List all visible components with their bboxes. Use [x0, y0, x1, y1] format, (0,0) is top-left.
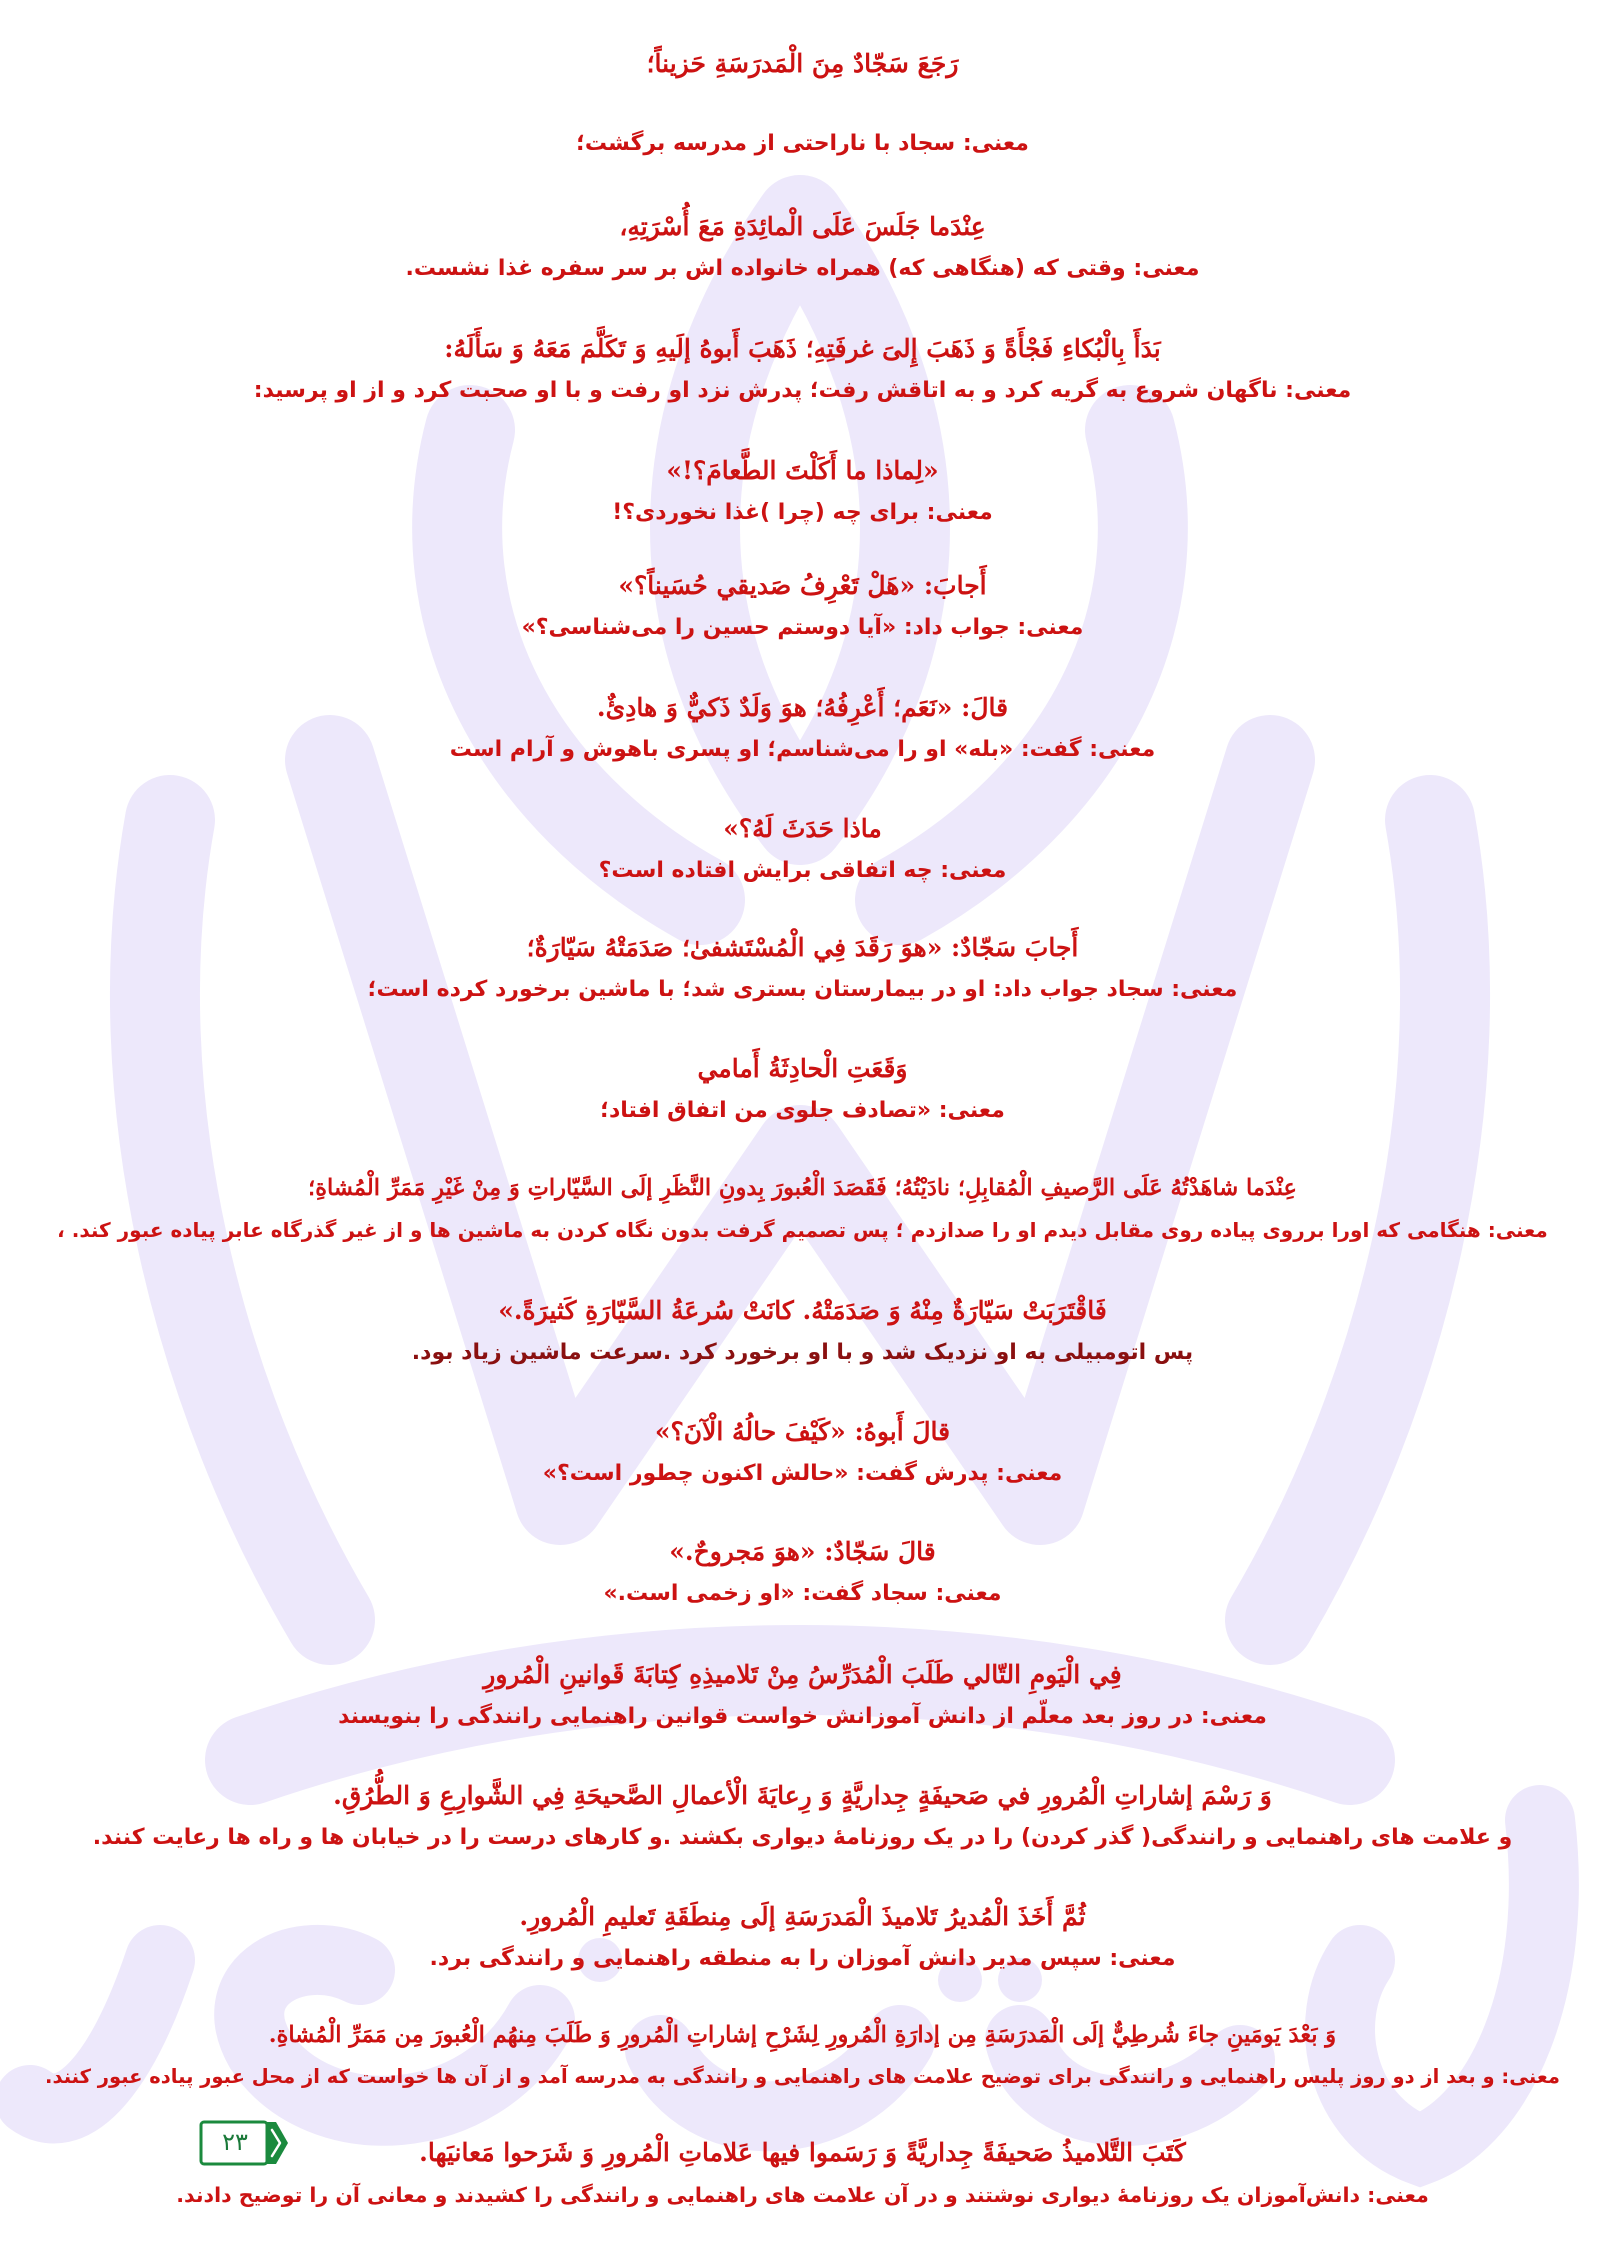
sentence-block — [40, 1411, 1565, 1495]
sentence-block — [40, 1167, 1565, 1251]
arabic-line: قالَ سَجّادٌ: «هوَ مَجروحٌ.» — [669, 1537, 936, 1566]
persian-meaning: معنی: ناگهان شروع به گریه کرد و به اتاقش رفت؛ پدرش نزد او رفت و با او صحبت کرد و از او پرسید: — [253, 378, 1352, 403]
sentence-block — [40, 450, 1565, 534]
persian-meaning: معنی: وقتی که (هنگاهی که) همراه خانواده اش بر سر سفره غذا نشست. — [405, 256, 1200, 281]
page-number: ۲۳ — [222, 2128, 248, 2156]
arabic-line: عِنْدَما جَلَسَ عَلَی الْمائِدَةِ مَعَ أُسْرَتِهِ، — [619, 212, 986, 241]
sentence-block — [40, 1048, 1565, 1132]
arabic-line: وَقَعَتِ الْحادِثَةُ أَمامي — [697, 1054, 908, 1083]
sentence-block — [40, 1896, 1565, 1980]
sentence-block — [40, 328, 1565, 412]
sentence-block — [40, 206, 1565, 290]
persian-meaning: معنی: در روز بعد معلّم از دانش آموزانش خواست قوانین راهنمایی رانندگی را بنویسند — [338, 1704, 1267, 1729]
persian-meaning: معنی: سجاد با ناراحتی از مدرسه برگشت؛ — [576, 131, 1029, 156]
persian-meaning: معنی: گفت: «بله» او را می‌شناسم؛ او پسری باهوش و آرام است — [449, 737, 1156, 762]
sentence-block — [40, 1775, 1565, 1859]
arabic-line: «لِماذا ما أَكَلْتَ الطَّعامَ؟!» — [666, 456, 939, 485]
sentence-block — [40, 43, 1565, 165]
persian-meaning: معنی: سجاد گفت: «او زخمی است.» — [603, 1581, 1002, 1606]
arabic-line: فَاقْتَرَبَتْ سَيّارَةٌ مِنْهُ وَ صَدَمَتْهُ. كانَتْ سُرعَةُ السَّيّارَةِ كَثيرَةً.» — [498, 1296, 1107, 1325]
arabic-line: عِنْدَما شاهَدْتُهُ عَلَی الرَّصيفِ الْمُقابِلِ؛ نادَيْتُهُ؛ فَقَصَدَ الْعُبورَ بِدونِ النَّظَرِ إلَی السَّيّاراتِ وَ مِنْ غَيْرِ مَمَرِّ الْمُشاةِ؛ — [308, 1175, 1297, 1201]
arabic-line: رَجَعَ سَجّادٌ مِنَ الْمَدرَسَةِ حَزيناً؛ — [646, 49, 959, 78]
sentence-block — [40, 1654, 1565, 1738]
page-number-badge — [198, 2118, 290, 2168]
persian-meaning: معنی: چه اتفاقی برایش افتاده است؟ — [598, 858, 1007, 883]
sentence-block — [40, 927, 1565, 1011]
arabic-line: أَجابَ سَجّادٌ: «هوَ رَقَدَ فِي الْمُسْتَشفیٰ؛ صَدَمَتْهُ سَيّارَةٌ؛ — [526, 933, 1079, 962]
persian-meaning: معنی: دانش‌آموزان یک روزنامهٔ دیواری نوشتند و در آن علامت های راهنمایی و رانندگی را کشیدند و معانی آن را توضیح دادند. — [176, 2183, 1429, 2207]
sentence-block — [40, 687, 1565, 771]
persian-meaning: معنی: جواب داد: «آیا دوستم حسین را می‌شناسی؟» — [521, 615, 1084, 640]
persian-meaning: معنی: سجاد جواب داد: او در بیمارستان بستری شد؛ با ماشین برخورد کرده است؛ — [367, 977, 1238, 1002]
persian-meaning: معنی: و بعد از دو روز پلیس راهنمایی و رانندگی برای توضیح علامت های راهنمایی و رانندگی به مدرسه آمد و از آن ها خواست که از محل عبور پیاده عبور کنند. — [45, 2065, 1560, 2088]
sentence-block — [40, 808, 1565, 892]
arabic-line: وَ بَعْدَ يَومَينِ جاءَ شُرطِيٌّ إلَی الْمَدرَسَةِ مِن إدارَةِ الْمُرورِ لِشَرْحِ إشاراتِ الْمُرورِ وَ طَلَبَ مِنهُم الْعُبورَ مِن مَمَرِّ الْمُشاةِ. — [268, 2022, 1337, 2048]
arabic-line: ثُمَّ أَخَذَ الْمُديرُ تَلاميذَ الْمَدرَسَةِ إلَی مِنطَقَةِ تَعليمِ الْمُرورِ. — [519, 1902, 1086, 1931]
arabic-line: ماذا حَدَثَ لَهُ؟» — [723, 814, 882, 843]
persian-meaning: معنی: هنگامی که اورا برروی پیاده روی مقابل دیدم او را صدازدم ؛ پس تصمیم گرفت بدون نگاه کردن به ماشین ها و از غیر گذرگاه عابر پیاده عبور کند. ، — [57, 1218, 1548, 1242]
persian-meaning: معنی: پدرش گفت: «حالش اکنون چطور است؟» — [542, 1461, 1063, 1486]
arabic-line: فِي الْيَومِ التّالي طَلَبَ الْمُدَرِّسُ مِنْ تَلاميذِهِ كِتابَةَ قَوانينِ الْمُرورِ — [483, 1660, 1122, 1689]
sentence-block — [40, 565, 1565, 649]
arabic-line: كَتَبَ التَّلاميذُ صَحيفَةً جِداريَّةً وَ رَسَموا فيها عَلاماتِ الْمُرورِ وَ شَرَحوا مَعانيَها. — [419, 2138, 1186, 2167]
arabic-line: قالَ أَبوهُ: «كَيْفَ حالُهُ الْآنَ؟» — [654, 1417, 951, 1446]
sentence-block — [40, 2014, 1565, 2098]
arabic-line: أَجابَ: «هَلْ تَعْرِفُ صَديقي حُسَيناً؟» — [618, 571, 987, 600]
arabic-line: قالَ: «نَعَم؛ أَعْرِفُهُ؛ هوَ وَلَدٌ ذَكيٌّ وَ هادِئٌ. — [596, 693, 1009, 722]
persian-meaning: معنی: سپس مدیر دانش آموزان را به منطقه راهنمایی و رانندگی برد. — [429, 1946, 1176, 1971]
persian-meaning: معنی: «تصادف جلوی من اتفاق افتاد؛ — [600, 1098, 1005, 1123]
persian-meaning: و علامت های راهنمایی و رانندگی( گذر کردن) را در یک روزنامهٔ دیواری بکشند .و کارهای درست را در خیابان ها و راه ها رعایت کنند. — [92, 1825, 1513, 1850]
persian-meaning: معنی: برای چه (چرا )غذا نخوردی؟! — [612, 500, 993, 525]
arabic-line: بَدَأَ بِالْبُكاءِ فَجْأَةً وَ ذَهَبَ إِلیَ غرفَتِهِ؛ ذَهَبَ أَبوهُ إلَيهِ وَ تَكَلَّمَ مَعَهُ وَ سَأَلَهُ: — [444, 334, 1161, 363]
persian-meaning: پس اتومبیلی به او نزدیک شد و با او برخورد کرد .سرعت ماشین زیاد بود. — [411, 1340, 1194, 1365]
sentence-block — [40, 1290, 1565, 1374]
sentence-block — [40, 1531, 1565, 1615]
arabic-line: وَ رَسْمَ إشاراتِ الْمُرورِ في صَحيفَةٍ جِداريَّةٍ وَ رِعايَةَ الْأعمالِ الصَّحيحَةِ فِي الشَّوارِعِ وَ الطُّرُقِ. — [333, 1781, 1272, 1810]
